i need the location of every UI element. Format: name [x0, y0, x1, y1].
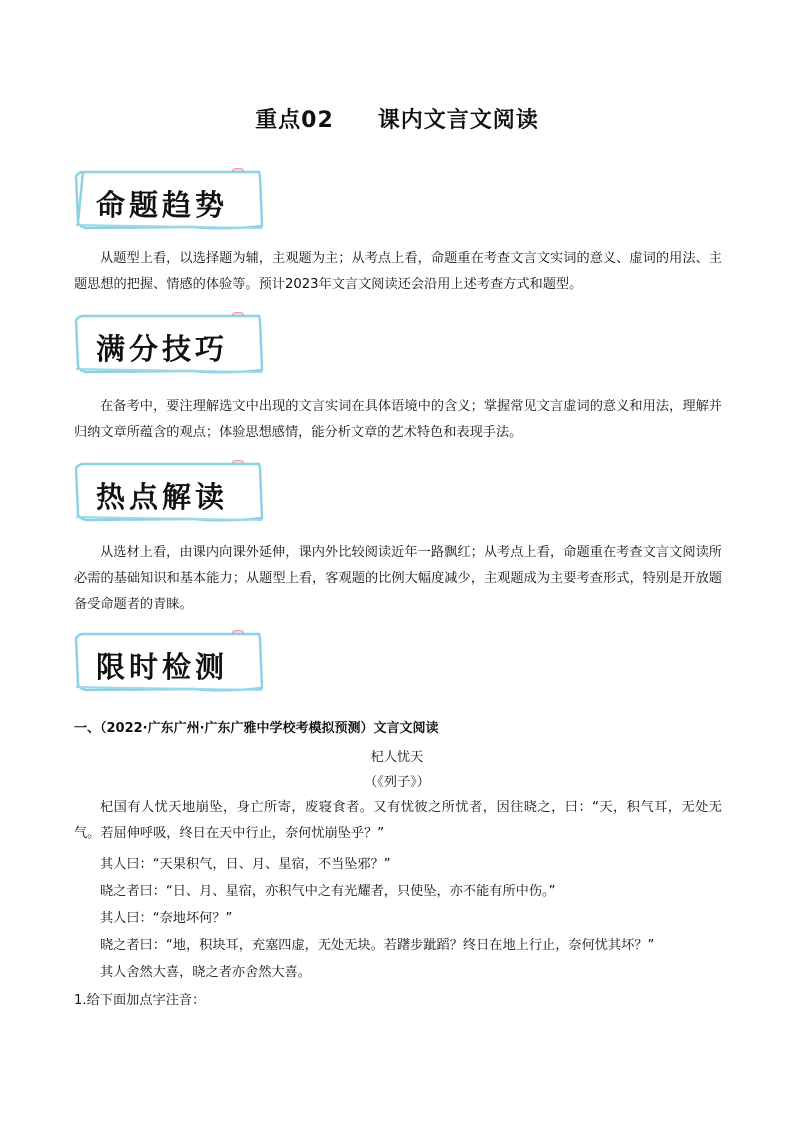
article-paragraph: 杞国有人忧天地崩坠，身亡所寄，废寝食者。又有忧彼之所忧者，因往晓之，曰：“天，积气耳，无处无气。若屈伸呼吸，终日在天中行止，奈何忧崩坠乎？”: [74, 800, 722, 841]
exercise-header: 一、（2022·广东广州·广东广雅中学校考模拟预测）文言文阅读: [74, 721, 439, 736]
section-banner-4: [74, 630, 264, 694]
article-line: 其人曰：“奈地坏何？”: [100, 911, 233, 926]
page-title: [0, 103, 794, 134]
section-heading: 满分技巧: [96, 332, 229, 366]
section-paragraph-3: 从选材上看，由课内向课外延伸，课内外比较阅读近年一路飘红；从考点上看，命题重在考查文言文阅读所必需的基础知识和基本能力；从题型上看，客观题的比例大幅度减少，主观题成为主要考查形式，特别是开放题备受命题者的青睐。: [74, 545, 722, 612]
section-heading: 命题趋势: [96, 188, 229, 222]
section-paragraph-2: 在备考中，要注理解选文中出现的文言实词在具体语境中的含义；掌握常见文言虚词的意义和用法，理解并归纳文章所蕴含的观点；体验思想感情，能分析文章的艺术特色和表现手法。: [74, 399, 722, 440]
article-line: 其人曰：“天果积气，日、月、星宿，不当坠邪？”: [100, 857, 391, 872]
article-line: 晓之者曰：“日、月、星宿，亦积气中之有光耀者，只使坠，亦不能有所中伤。”: [100, 884, 556, 899]
title-right: 课内文言文阅读: [377, 108, 539, 133]
section-banner-3: [74, 460, 264, 524]
section-banner-2: [74, 312, 264, 376]
article-line: 晓之者曰：“地，积块耳，充塞四虚，无处无块。若躇步跐蹈？终日在地上行止，奈何忧其坏？”: [100, 938, 655, 953]
section-heading: 热点解读: [96, 480, 229, 514]
title-left: 重点02: [255, 108, 334, 133]
section-banner-1: [74, 168, 264, 232]
section-paragraph-1: 从题型上看，以选择题为辅，主观题为主；从考点上看，命题重在考查文言文实词的意义、虚词的用法、主题思想的把握、情感的体验等。预计2023年文言文阅读还会沿用上述考查方式和题型。: [74, 251, 722, 292]
article-title: 杞人忧天: [370, 750, 424, 765]
section-heading: 限时检测: [96, 650, 229, 684]
article-source: （《列子》）: [364, 775, 430, 790]
question-1: 1.给下面加点字注音：: [74, 993, 206, 1008]
article-line: 其人舍然大喜，晓之者亦舍然大喜。: [100, 965, 311, 980]
